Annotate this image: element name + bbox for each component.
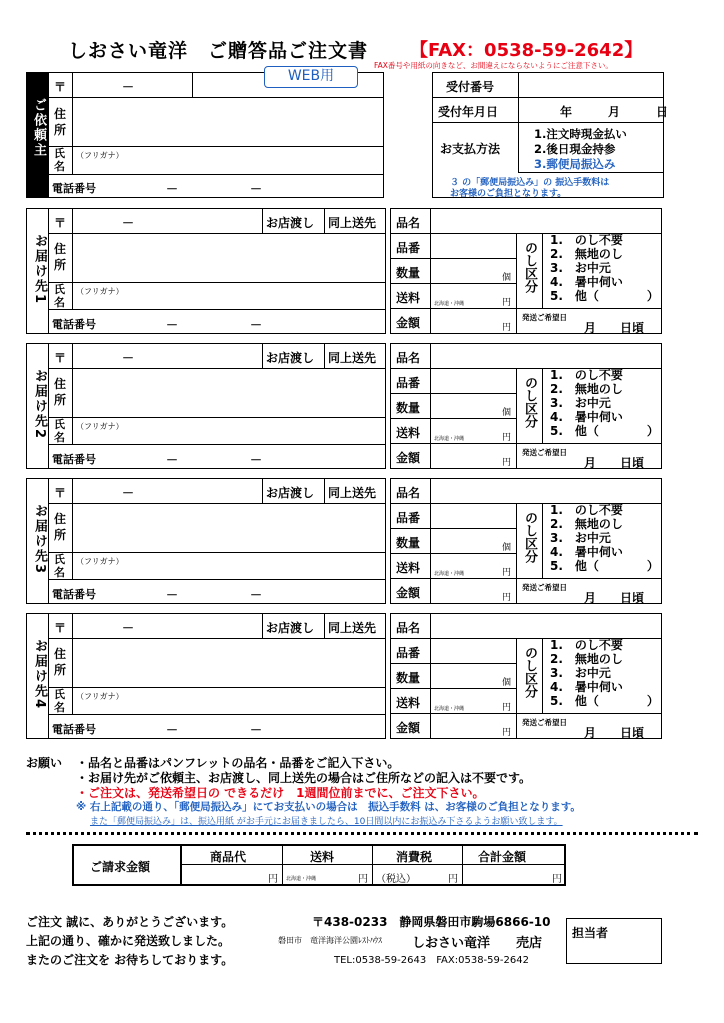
desired-date-label: 発送ご希望日 <box>522 448 567 457</box>
billing-goods-field[interactable] <box>182 866 266 884</box>
noshi-option-5[interactable]: 5. 他（ ） <box>550 424 659 438</box>
billing-col-goods: 商品代 <box>210 850 247 864</box>
reception-number-label: 受付番号 <box>446 80 495 94</box>
delivery-furigana: （フリガナ） <box>76 692 124 701</box>
delivery-phone-field[interactable] <box>110 311 384 333</box>
item-number-label: 品番 <box>396 376 421 390</box>
delivery-phone-label: 電話番号 <box>52 318 96 331</box>
billing-shipping-yen: 円 <box>358 874 368 885</box>
delivery-address-label: 住所 <box>54 512 67 542</box>
noshi-option-2[interactable]: 2. 無地のし <box>550 652 623 666</box>
delivery-section-4 <box>0 613 724 743</box>
reception-date-units: 年 月 日 <box>560 105 669 119</box>
quantity-unit: 個 <box>502 408 512 418</box>
notes-lead: お願い <box>26 756 63 770</box>
item-name-label: 品名 <box>396 486 421 500</box>
note-line-2: ・お届け先がご依頼主、お店渡し、同上送先の場合はご住所などの記入は不要です。 <box>76 771 532 785</box>
delivery-address-label: 住所 <box>54 242 67 272</box>
requester-phone-dashes: － － <box>166 182 263 196</box>
shop-address: 〒438-0233 静岡県磐田市駒場6866-10 <box>312 915 551 929</box>
requester-furigana: （フリガナ） <box>76 151 124 160</box>
noshi-option-2[interactable]: 2. 無地のし <box>550 382 623 396</box>
same-as-above-option[interactable]: 同上送先 <box>328 621 377 635</box>
shipping-region-note: 北海道・沖縄 <box>434 301 465 307</box>
noshi-option-2[interactable]: 2. 無地のし <box>550 247 623 261</box>
amount-yen: 円 <box>502 323 512 333</box>
delivery-phone-field[interactable] <box>110 446 384 468</box>
payment-note-1: ３ の「郵便局振込み」の 振込手数料は <box>450 178 610 188</box>
same-as-above-option[interactable]: 同上送先 <box>328 486 377 500</box>
noshi-label: のし区分 <box>522 646 537 698</box>
delivery-side-label: お届け先2 <box>32 369 47 441</box>
delivery-postal-field[interactable] <box>74 615 260 637</box>
desired-date-label: 発送ご希望日 <box>522 313 567 322</box>
noshi-option-1[interactable]: 1. のし不要 <box>550 503 623 517</box>
shipping-yen: 円 <box>502 433 512 443</box>
shop-name: しおさい竜洋 売店 <box>412 936 543 951</box>
payment-option-1[interactable]: 1.注文時現金払い <box>534 127 627 141</box>
item-number-field[interactable] <box>432 505 514 527</box>
amount-label: 金額 <box>396 451 421 465</box>
store-pickup-option[interactable]: お店渡し <box>266 621 315 635</box>
shop-prefix: 磐田市 竜洋海洋公園ﾚｽﾄﾊｳｽ <box>278 936 382 945</box>
billing-label: ご請求金額 <box>90 860 151 874</box>
desired-date-units: 月 日頃 <box>584 456 645 470</box>
delivery-phone-dashes: － － <box>166 723 263 737</box>
fax-note: FAX番号や用紙の向きなど、お間違えにならないようにご注意下さい。 <box>374 61 613 70</box>
delivery-postal-field[interactable] <box>74 345 260 367</box>
delivery-section-3 <box>0 478 724 608</box>
delivery-phone-dashes: － － <box>166 453 263 467</box>
requester-side-label: ご依頼主 <box>31 98 46 158</box>
item-name-field[interactable] <box>432 345 660 367</box>
quantity-label: 数量 <box>396 266 421 280</box>
shipping-field[interactable] <box>432 690 500 712</box>
delivery-side-label: お届け先3 <box>32 504 47 576</box>
requester-phone-label: 電話番号 <box>52 182 96 195</box>
item-number-field[interactable] <box>432 370 514 392</box>
noshi-label: のし区分 <box>522 376 537 428</box>
delivery-postal-mark: 〒 <box>54 351 67 365</box>
billing-tax-field[interactable] <box>416 866 446 884</box>
quantity-field[interactable] <box>432 530 500 552</box>
delivery-phone-label: 電話番号 <box>52 588 96 601</box>
amount-field[interactable] <box>432 715 500 737</box>
delivery-address-field[interactable] <box>74 235 384 281</box>
billing-shipping-field[interactable] <box>310 866 356 884</box>
billing-col-tax: 消費税 <box>396 850 433 864</box>
delivery-name-label: 氏名 <box>54 553 65 579</box>
delivery-furigana: （フリガナ） <box>76 557 124 566</box>
amount-yen: 円 <box>502 458 512 468</box>
item-number-field[interactable] <box>432 640 514 662</box>
desired-date-field[interactable] <box>518 580 660 602</box>
note-line-3: ・ご注文は、発送希望日の できるだけ 1週間位前までに、ご注文下さい。 <box>76 786 485 800</box>
noshi-label: のし区分 <box>522 511 537 563</box>
reception-date-field[interactable] <box>520 99 662 121</box>
delivery-postal-dash: － <box>122 621 135 635</box>
shipping-field[interactable] <box>432 420 500 442</box>
item-name-field[interactable] <box>432 615 660 637</box>
noshi-option-3[interactable]: 3. お中元 <box>550 531 611 545</box>
delivery-furigana: （フリガナ） <box>76 287 124 296</box>
item-number-label: 品番 <box>396 511 421 525</box>
shipping-field[interactable] <box>432 555 500 577</box>
delivery-postal-dash: － <box>122 216 135 230</box>
delivery-name-field[interactable] <box>74 554 384 578</box>
shipping-field[interactable] <box>432 285 500 307</box>
noshi-option-1[interactable]: 1. のし不要 <box>550 368 623 382</box>
requester-postal-dash: － <box>122 80 135 94</box>
desired-date-label: 発送ご希望日 <box>522 583 567 592</box>
requester-postal-mark: 〒 <box>54 80 67 94</box>
shipping-label: 送料 <box>396 561 421 575</box>
thanks-line-2: 上記の通り、確かに発送致しました。 <box>26 934 231 948</box>
item-name-label: 品名 <box>396 216 421 230</box>
billing-total-yen: 円 <box>552 874 562 885</box>
delivery-phone-dashes: － － <box>166 318 263 332</box>
shipping-yen: 円 <box>502 703 512 713</box>
shipping-yen: 円 <box>502 568 512 578</box>
item-name-field[interactable] <box>432 210 660 232</box>
billing-goods-yen: 円 <box>268 874 278 885</box>
delivery-postal-dash: － <box>122 351 135 365</box>
noshi-option-2[interactable]: 2. 無地のし <box>550 517 623 531</box>
payment-method-label: お支払方法 <box>440 142 501 156</box>
delivery-phone-label: 電話番号 <box>52 723 96 736</box>
shipping-label: 送料 <box>396 291 421 305</box>
same-as-above-option[interactable]: 同上送先 <box>328 351 377 365</box>
item-name-label: 品名 <box>396 351 421 365</box>
requester-address-field[interactable] <box>74 98 382 145</box>
quantity-field[interactable] <box>432 665 500 687</box>
billing-tax-yen: 円 <box>448 874 458 885</box>
requester-phone-field[interactable] <box>110 175 382 197</box>
payment-option-3[interactable]: 3.郵便局振込み <box>534 157 616 171</box>
delivery-postal-field[interactable] <box>74 480 260 502</box>
thanks-line-3: またのご注文を お待ちしております。 <box>26 953 234 967</box>
note-line-1: ・品名と品番はパンフレットの品名・品番をご記入下さい。 <box>76 756 400 770</box>
store-pickup-option[interactable]: お店渡し <box>266 351 315 365</box>
desired-date-units: 月 日頃 <box>584 321 645 335</box>
noshi-option-1[interactable]: 1. のし不要 <box>550 233 623 247</box>
desired-date-units: 月 日頃 <box>584 591 645 605</box>
shipping-region-note: 北海道・沖縄 <box>434 706 465 712</box>
item-name-field[interactable] <box>432 480 660 502</box>
item-number-label: 品番 <box>396 646 421 660</box>
thanks-line-1: ご注文 誠に、ありがとうございます。 <box>26 915 234 929</box>
item-number-label: 品番 <box>396 241 421 255</box>
shop-contact: TEL:0538-59-2643 FAX:0538-59-2642 <box>334 955 529 966</box>
noshi-option-4[interactable]: 4. 暑中伺い <box>550 275 623 289</box>
delivery-name-field[interactable] <box>74 284 384 308</box>
same-as-above-option[interactable]: 同上送先 <box>328 216 377 230</box>
page-title: しおさい竜洋 ご贈答品ご注文書 <box>68 40 369 62</box>
billing-col-total: 合計金額 <box>478 850 527 864</box>
noshi-option-3[interactable]: 3. お中元 <box>550 261 611 275</box>
noshi-option-3[interactable]: 3. お中元 <box>550 666 611 680</box>
desired-date-label: 発送ご希望日 <box>522 718 567 727</box>
shipping-yen: 円 <box>502 298 512 308</box>
noshi-option-4[interactable]: 4. 暑中伺い <box>550 410 623 424</box>
billing-total-field[interactable] <box>464 866 550 884</box>
delivery-section-2 <box>0 343 724 473</box>
billing-shipping-note: 北海道・沖縄 <box>286 876 317 882</box>
delivery-side-label: お届け先1 <box>32 234 47 306</box>
delivery-address-field[interactable] <box>74 640 384 686</box>
noshi-option-3[interactable]: 3. お中元 <box>550 396 611 410</box>
delivery-address-label: 住所 <box>54 377 67 407</box>
store-pickup-option[interactable]: お店渡し <box>266 216 315 230</box>
quantity-label: 数量 <box>396 671 421 685</box>
amount-label: 金額 <box>396 586 421 600</box>
amount-field[interactable] <box>432 580 500 602</box>
amount-label: 金額 <box>396 316 421 330</box>
shipping-region-note: 北海道・沖縄 <box>434 436 465 442</box>
delivery-section-1 <box>0 208 724 338</box>
staff-label: 担当者 <box>572 926 609 940</box>
desired-date-field[interactable] <box>518 715 660 737</box>
requester-name-field[interactable] <box>74 147 382 173</box>
note-line-5: また「郵便局振込み」は、振込用紙 がお手元にお届きましたら、10日間以内にお振込み下さるようお願い致します。 <box>90 817 563 827</box>
note-line-4: ※ 右上記載の通り、「郵便局振込み」にてお支払いの場合は 振込手数料 は、お客様のご負担となります。 <box>76 801 581 813</box>
payment-option-2[interactable]: 2.後日現金持参 <box>534 142 616 156</box>
payment-note-2: お客様のご負担となります。 <box>450 189 567 199</box>
quantity-label: 数量 <box>396 401 421 415</box>
delivery-name-field[interactable] <box>74 419 384 443</box>
delivery-name-label: 氏名 <box>54 418 65 444</box>
quantity-field[interactable] <box>432 395 500 417</box>
delivery-postal-mark: 〒 <box>54 216 67 230</box>
separator-dots <box>26 832 698 835</box>
quantity-unit: 個 <box>502 543 512 553</box>
amount-yen: 円 <box>502 728 512 738</box>
noshi-option-1[interactable]: 1. のし不要 <box>550 638 623 652</box>
web-badge: WEB用 <box>264 66 358 88</box>
noshi-label: のし区分 <box>522 241 537 293</box>
requester-name-label: 氏名 <box>54 147 65 173</box>
noshi-option-5[interactable]: 5. 他（ ） <box>550 694 659 708</box>
delivery-phone-field[interactable] <box>110 716 384 738</box>
desired-date-units: 月 日頃 <box>584 726 645 740</box>
quantity-unit: 個 <box>502 678 512 688</box>
item-number-field[interactable] <box>432 235 514 257</box>
delivery-postal-field[interactable] <box>74 210 260 232</box>
noshi-option-5[interactable]: 5. 他（ ） <box>550 289 659 303</box>
delivery-address-field[interactable] <box>74 370 384 416</box>
billing-tax-note: （税込） <box>376 874 416 885</box>
delivery-address-field[interactable] <box>74 505 384 551</box>
delivery-postal-mark: 〒 <box>54 486 67 500</box>
amount-yen: 円 <box>502 593 512 603</box>
delivery-postal-dash: － <box>122 486 135 500</box>
desired-date-field[interactable] <box>518 310 660 332</box>
quantity-label: 数量 <box>396 536 421 550</box>
billing-col-shipping: 送料 <box>310 850 335 864</box>
delivery-postal-mark: 〒 <box>54 621 67 635</box>
noshi-option-4[interactable]: 4. 暑中伺い <box>550 680 623 694</box>
delivery-name-field[interactable] <box>74 689 384 713</box>
reception-number-field[interactable] <box>520 74 662 96</box>
delivery-address-label: 住所 <box>54 647 67 677</box>
item-name-label: 品名 <box>396 621 421 635</box>
requester-address-label: 住所 <box>54 107 67 137</box>
delivery-name-label: 氏名 <box>54 688 65 714</box>
delivery-phone-label: 電話番号 <box>52 453 96 466</box>
delivery-furigana: （フリガナ） <box>76 422 124 431</box>
desired-date-field[interactable] <box>518 445 660 467</box>
amount-field[interactable] <box>432 310 500 332</box>
delivery-phone-dashes: － － <box>166 588 263 602</box>
store-pickup-option[interactable]: お店渡し <box>266 486 315 500</box>
amount-label: 金額 <box>396 721 421 735</box>
delivery-phone-field[interactable] <box>110 581 384 603</box>
noshi-option-5[interactable]: 5. 他（ ） <box>550 559 659 573</box>
noshi-option-4[interactable]: 4. 暑中伺い <box>550 545 623 559</box>
shipping-region-note: 北海道・沖縄 <box>434 571 465 577</box>
quantity-unit: 個 <box>502 273 512 283</box>
delivery-side-label: お届け先4 <box>32 639 47 711</box>
fax-number: 【FAX：0538-59-2642】 <box>410 40 643 61</box>
reception-date-label: 受付年月日 <box>438 105 499 119</box>
shipping-label: 送料 <box>396 696 421 710</box>
quantity-field[interactable] <box>432 260 500 282</box>
delivery-name-label: 氏名 <box>54 283 65 309</box>
shipping-label: 送料 <box>396 426 421 440</box>
amount-field[interactable] <box>432 445 500 467</box>
